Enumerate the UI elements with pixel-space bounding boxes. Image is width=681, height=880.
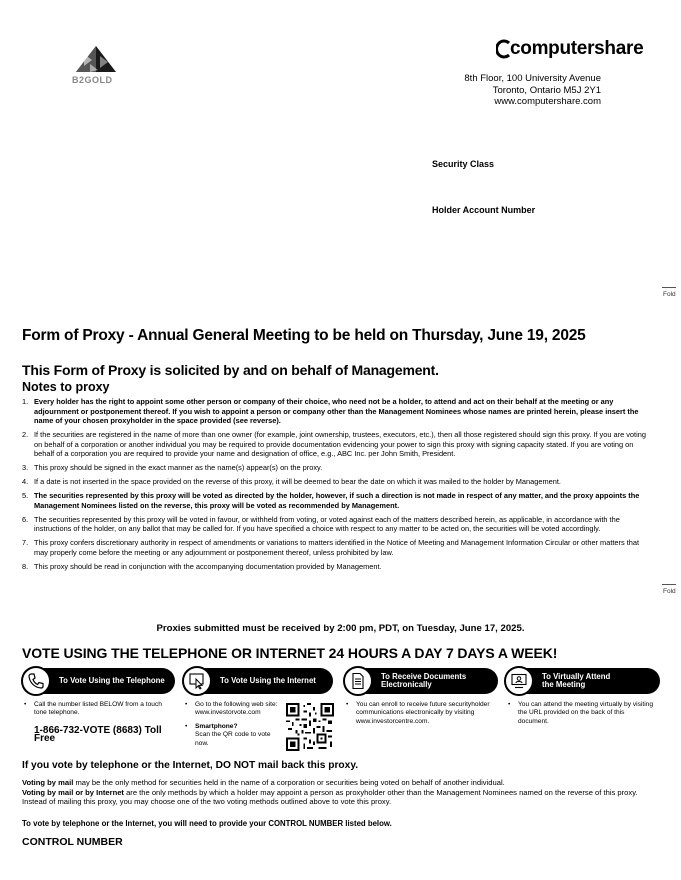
virtual-method-details: [508, 701, 656, 726]
note-item: [22, 562, 648, 572]
note-number: 1.: [22, 397, 29, 406]
do-not-mail-notice: If you vote by telephone or the Internet, DO NOT mail back this proxy.: [22, 760, 359, 771]
telephone-method-label: To Vote Using the Telephone: [59, 675, 165, 685]
computershare-logo-text: computershare: [510, 38, 644, 59]
virtual-label-line: the Meeting: [542, 680, 586, 689]
mail-paragraph: [22, 778, 642, 788]
documents-method-label: [373, 673, 466, 690]
form-subtitle: This Form of Proxy is solicited by and on behalf of Management.: [22, 362, 439, 378]
telephone-instruction: Call the number listed BELOW from a touch tone telephone.: [34, 701, 162, 717]
note-number: 4.: [22, 477, 29, 487]
telephone-method-details: [24, 701, 174, 744]
computershare-logo: [496, 38, 643, 60]
mail-paragraph-text: may be the only method for securities held in the name of a corporation or securities being voted on behalf of another individual.: [73, 778, 505, 787]
notes-heading: Notes to proxy: [22, 380, 110, 394]
note-text: If a date is not inserted in the space provided on the reverse of this proxy, it will be deemed to bear the date on which it was mailed to the holder by Management.: [34, 477, 561, 487]
internet-bullet: • Go to the following web site: www.investorvote.com: [185, 701, 281, 718]
telephone-icon: [27, 672, 45, 690]
note-text: The securities represented by this proxy will be voted in favour, or withheld from voting, or voted against each of the matters described herein, as applicable, in accordance with the instructions of the holder, on any ballot that may be called for. If you have specified a choice with respect to any matter to be acted on, the securities will be voted accordingly.: [34, 514, 620, 534]
internet-icon-circle: [182, 666, 212, 696]
smartphone-heading: Smartphone?: [195, 722, 238, 730]
form-title: Form of Proxy - Annual General Meeting to be held on Thursday, June 19, 2025: [22, 327, 586, 344]
documents-label-line: To Receive Documents: [381, 671, 467, 681]
document-icon: [349, 672, 367, 690]
address-line: www.computershare.com: [494, 96, 601, 107]
mail-paragraph-bold: Voting by mail: [22, 778, 74, 787]
vote-heading: VOTE USING THE TELEPHONE OR INTERNET 24 HOURS A DAY 7 DAYS A WEEK!: [22, 645, 558, 661]
documents-label-line: Electronically: [381, 680, 432, 689]
proxy-deadline: Proxies submitted must be received by 2:00 pm, PDT, on Tuesday, June 17, 2025.: [156, 623, 525, 634]
telephone-method-header: [22, 668, 175, 694]
smartphone-bullet: • Smartphone? Scan the QR code to vote now.: [185, 723, 281, 748]
b2gold-logo-text: B2GOLD: [72, 75, 113, 85]
holder-account-label: Holder Account Number: [432, 205, 536, 215]
internet-method-header: [183, 668, 333, 694]
documents-method-details: [346, 701, 496, 726]
qr-code[interactable]: [286, 703, 334, 756]
security-class-label: Security Class: [432, 159, 495, 169]
notes-list: [22, 397, 648, 576]
note-item: [22, 538, 648, 557]
mail-paragraph: [22, 788, 642, 807]
note-text: This proxy should be read in conjunction with the accompanying documentation provided by Management.: [34, 562, 382, 572]
internet-instruction: Go to the following web site: www.investorvote.com: [195, 701, 278, 717]
note-item: [22, 430, 648, 459]
telephone-icon-circle: [21, 666, 51, 696]
fold-line: [662, 287, 676, 288]
fold-label: Fold: [663, 588, 676, 595]
virtual-icon-circle: [504, 666, 534, 696]
documents-instruction: You can enroll to receive future securityholder communications electronically by visiting www.investorcentre.com.: [356, 701, 490, 725]
fold-line: [662, 584, 676, 585]
note-number: 6.: [22, 514, 29, 524]
control-number-label: CONTROL NUMBER: [22, 836, 123, 848]
note-item: [22, 491, 648, 510]
virtual-method-label: [534, 673, 610, 690]
smartphone-instruction: Scan the QR code to vote now.: [195, 731, 271, 747]
b2gold-logo: [70, 44, 125, 90]
note-item: [22, 515, 648, 534]
telephone-number: 1-866-732-VOTE (8683) Toll Free: [34, 724, 162, 745]
virtual-instruction: You can attend the meeting virtually by visiting the URL provided on the back of this document.: [518, 701, 654, 725]
monitor-person-icon: [510, 672, 528, 690]
mail-paragraph-bold: Voting by mail or by Internet: [22, 787, 124, 797]
note-item: [22, 463, 648, 473]
internet-method-label: To Vote Using the Internet: [220, 675, 316, 685]
cursor-icon: [188, 672, 206, 690]
note-number: 8.: [22, 562, 29, 572]
note-number: 5.: [22, 491, 29, 501]
note-text: This proxy should be signed in the exact manner as the name(s) appear(s) on the proxy.: [34, 463, 323, 473]
documents-icon-circle: [343, 666, 373, 696]
note-text: If the securities are registered in the name of more than one owner (for example, joint ownership, trustees, executors, etc.), then all those registered should sign this proxy. If you are voting on behalf of a corporation or another individual you may be required to provide documentation evidencing your power to sign this proxy with signing capacity stated. If you are voting on behalf of a corporation you are required to provide your name and designation of office, e.g., ABC Inc. per John Smith, President.: [34, 430, 646, 459]
note-item: [22, 397, 648, 426]
fold-label: Fold: [663, 291, 676, 298]
note-item: [22, 477, 648, 487]
virtual-label-line: To Virtually Attend: [542, 671, 611, 681]
note-text: The securities represented by this proxy will be voted as directed by the holder, however, if such a direction is not made in respect of any matter, and the proxy appoints the Management Nominees listed on the reverse, this proxy will be voted as recommended by Management.: [34, 491, 640, 510]
mail-paragraph-text: are the only methods by which a holder may appoint a person as proxyholder other than the Management Nominees named on the reverse of this proxy. Instead of mailing this proxy, you may choose one of the two voting methods outlined above to vote this proxy.: [22, 787, 638, 806]
note-number: 7.: [22, 538, 29, 548]
address-line: 8th Floor, 100 University Avenue: [464, 73, 601, 84]
address-line: Toronto, Ontario M5J 2Y1: [492, 84, 601, 96]
virtual-method-header: [505, 668, 660, 694]
mail-voting-info: [22, 778, 642, 807]
note-number: 2.: [22, 430, 29, 440]
company-address: [430, 73, 601, 108]
note-text: This proxy confers discretionary authority in respect of amendments or variations to matters identified in the Notice of Meeting and Management Information Circular or other matters that may properly come before the meeting or any adjournment or postponement thereof, unless prohibited by law.: [34, 538, 640, 558]
internet-method-details: [185, 701, 281, 748]
telephone-bullet: • Call the number listed BELOW from a touch tone telephone.: [24, 701, 174, 718]
virtual-bullet: • You can attend the meeting virtually by visiting the URL provided on the back of this document.: [508, 701, 656, 726]
note-text: Every holder has the right to appoint some other person or company of their choice, who need not be a holder, to attend and act on their behalf at the meeting or any adjournment or postponement thereof. If you wish to appoint a person or company other than the Management Nominees whose names are printed herein, please insert the name of your chosen proxyholder in the space provided (see reverse).: [34, 397, 639, 426]
control-instruction: To vote by telephone or the Internet, you will need to provide your CONTROL NUMBER listed below.: [22, 819, 392, 828]
smartphone-block: [195, 723, 281, 748]
qr-code-image[interactable]: [286, 703, 334, 751]
documents-method-header: [344, 668, 498, 694]
documents-bullet: • You can enroll to receive future securityholder communications electronically by visiting www.investorcentre.com.: [346, 701, 496, 726]
note-number: 3.: [22, 463, 29, 473]
